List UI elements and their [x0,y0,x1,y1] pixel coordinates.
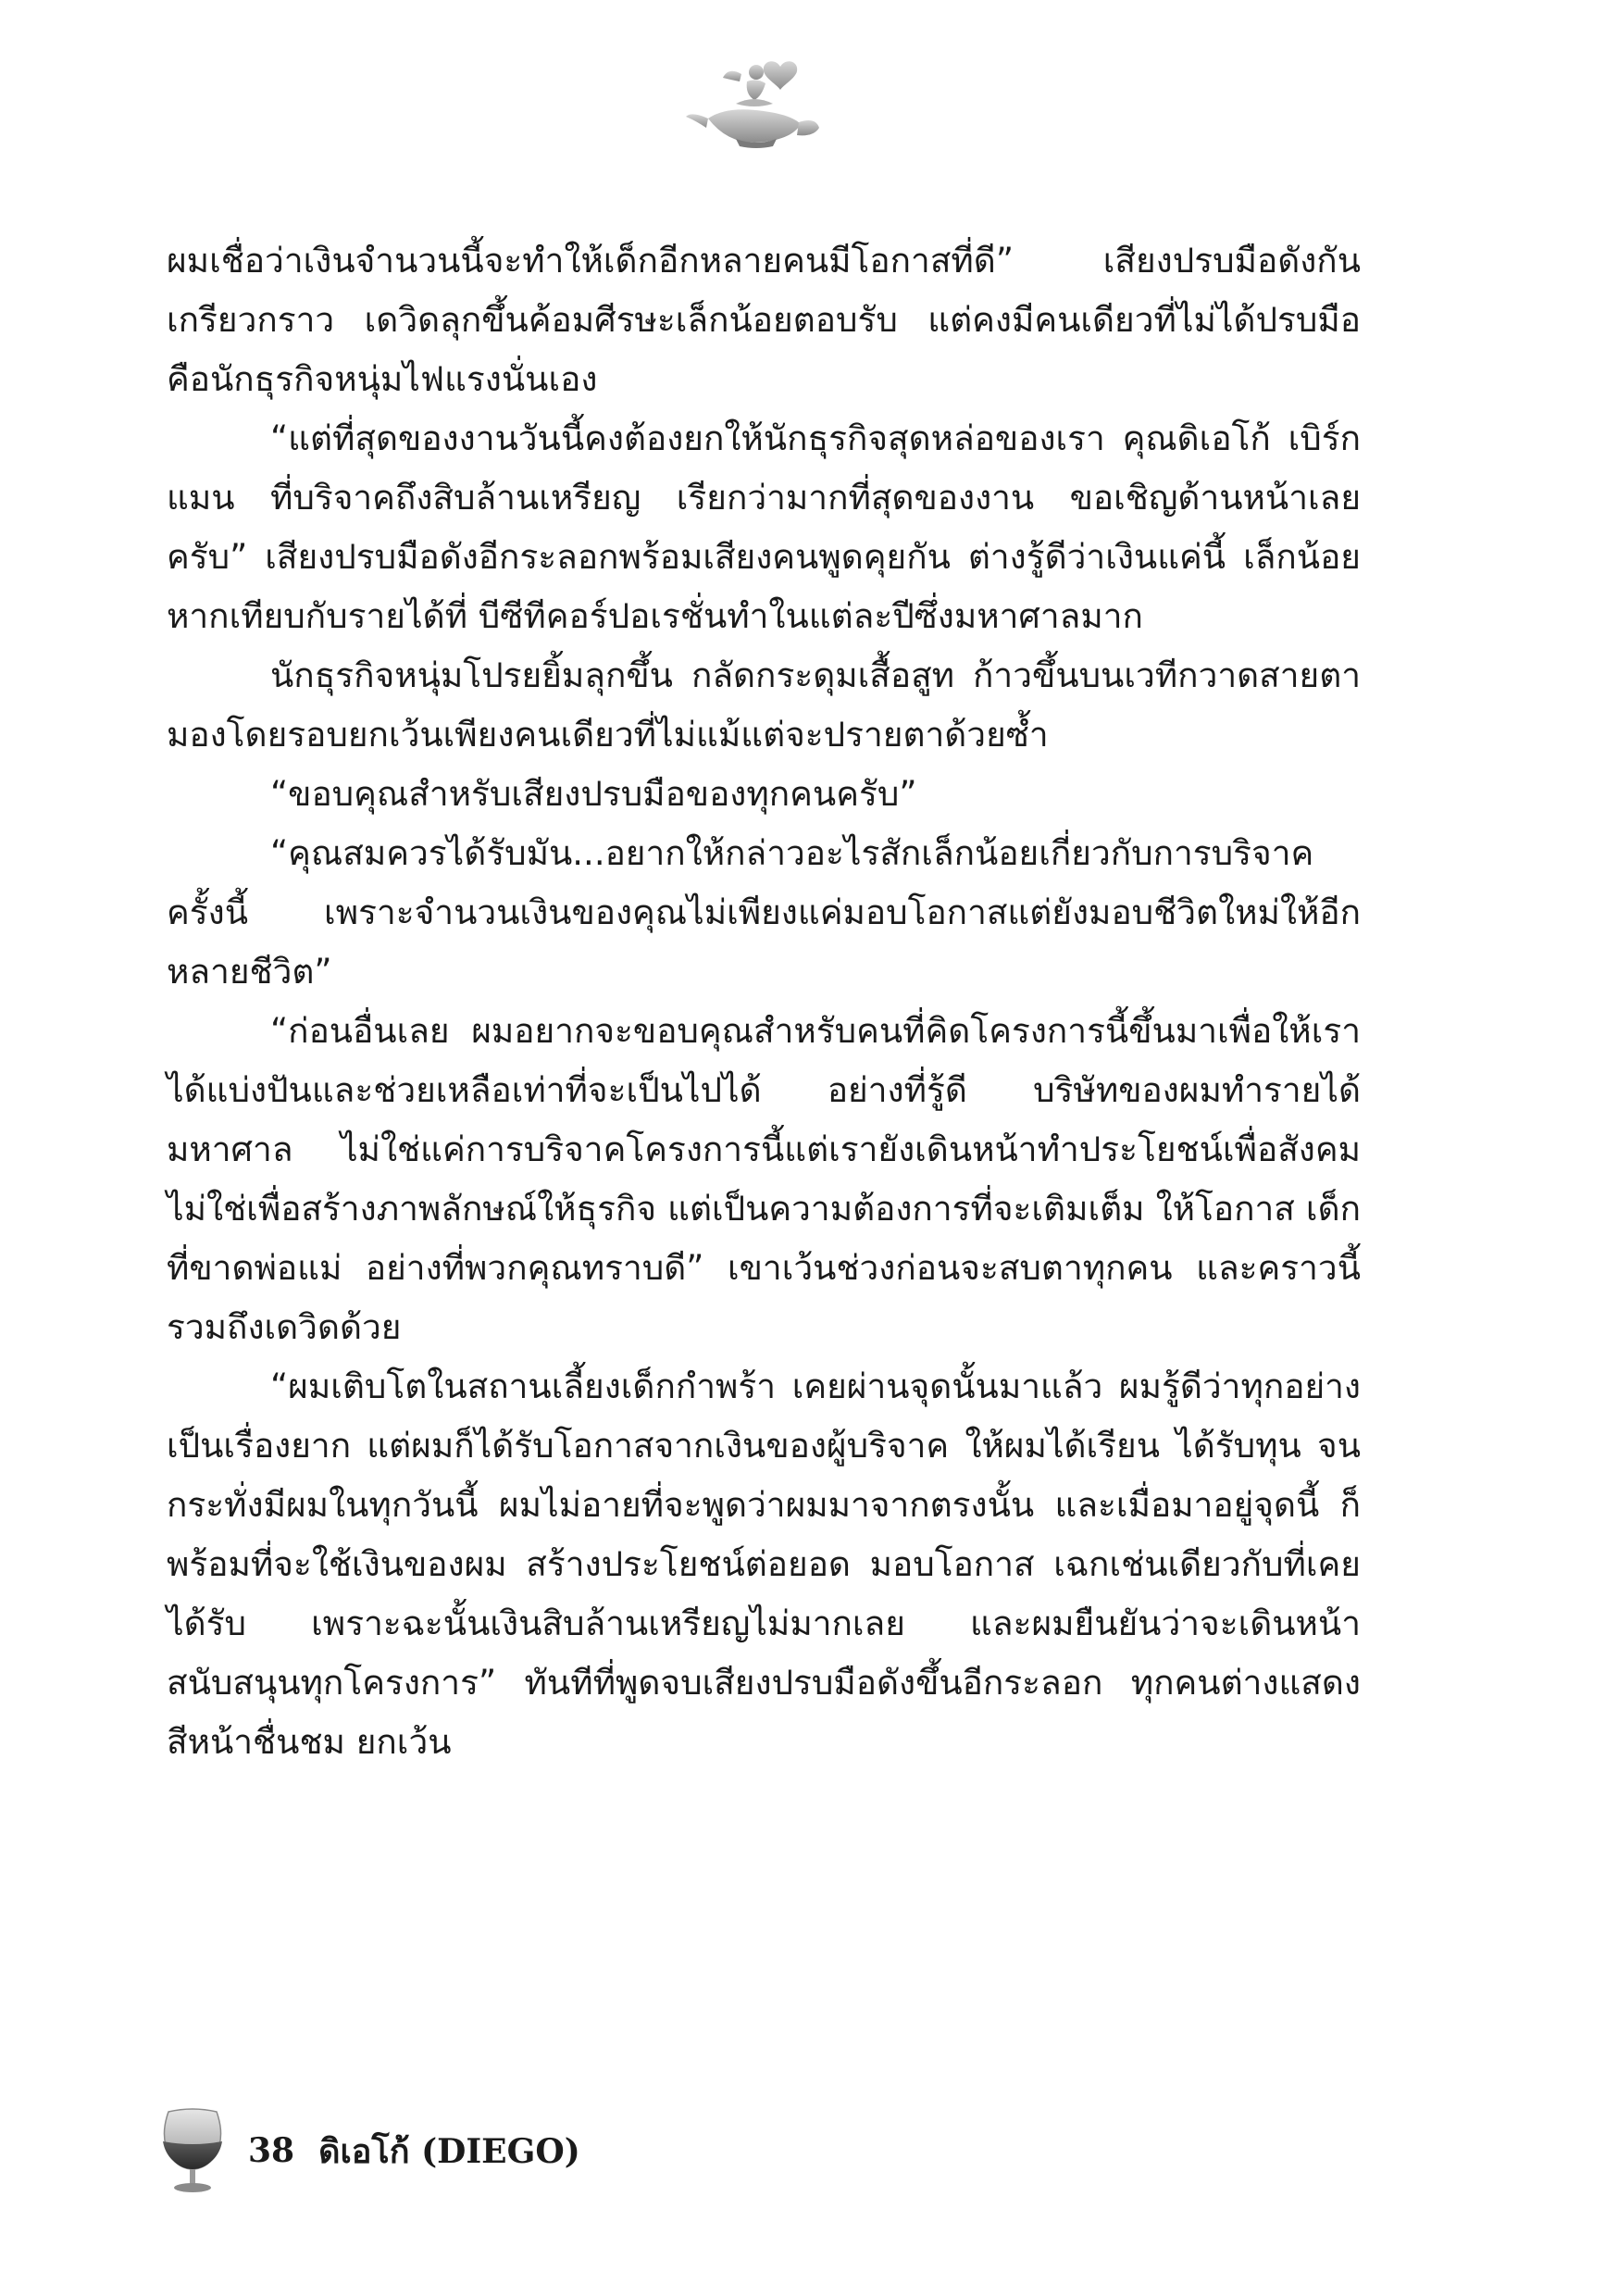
page-footer [156,2100,580,2202]
cupid-teapot-ornament-icon [680,46,828,157]
brandy-glass-icon [156,2104,230,2197]
paragraph: “ผมเติบโตในสถานเลี้ยงเด็กกำพร้า เคยผ่านจุดนั้นมาแล้ว ผมรู้ดีว่าทุกอย่างเป็นเรื่องยาก แต่ผมก็ได้รับโอกาสจากเงินของผู้บริจาค ให้ผมได้เรียน ได้รับทุน จนกระทั่งมีผมในทุกวันนี้ ผมไม่อายที่จะพูดว่าผมมาจากตรงนั้น และเมื่อมาอยู่จุดนี้ ก็พร้อมที่จะใช้เงินของผม สร้างประโยชน์ต่อยอด มอบโอกาส เฉกเช่นเดียวกับที่เคยได้รับ เพราะฉะนั้นเงินสิบล้านเหรียญไม่มากเลย และผมยืนยันว่าจะเดินหน้าสนับสนุนทุกโครงการ” ทันทีที่พูดจบเสียงปรบมือดังขึ้นอีกระลอก ทุกคนต่างแสดงสีหน้าชื่นชม ยกเว้น [167,1366,1361,1762]
paragraph: “ขอบคุณสำหรับเสียงปรบมือของทุกคนครับ” [270,774,917,814]
paragraph: “ก่อนอื่นเลย ผมอยากจะขอบคุณสำหรับคนที่คิดโครงการนี้ขึ้นมาเพื่อให้เราได้แบ่งปันและช่วยเหลือเท่าที่จะเป็นไปได้ อย่างที่รู้ดี บริษัทของผมทำรายได้มหาศาล ไม่ใช่แค่การบริจาคโครงการนี้แต่เรายังเดินหน้าทำประโยชน์เพื่อสังคม ไม่ใช่เพื่อสร้างภาพลักษณ์ให้ธุรกิจ แต่เป็นความต้องการที่จะเติมเต็ม ให้โอกาส เด็กที่ขาดพ่อแม่ อย่างที่พวกคุณทราบดี” เขาเว้นช่วงก่อนจะสบตาทุกคน และคราวนี้รวมถึงเดวิดด้วย [167,1011,1361,1347]
page-number: 38 [248,2131,295,2170]
paragraph: “คุณสมควรได้รับมัน...อยากให้กล่าวอะไรสักเล็กน้อยเกี่ยวกับการบริจาคครั้งนี้ เพราะจำนวนเงินของคุณไม่เพียงแค่มอบโอกาสแต่ยังมอบชีวิตใหม่ให้อีกหลายชีวิต” [167,833,1361,992]
body-text [167,231,1361,1772]
book-title: ดิเอโก้ (DIEGO) [318,2131,580,2171]
paragraph: “แต่ที่สุดของงานวันนี้คงต้องยกให้นักธุรกิจสุดหล่อของเรา คุณดิเอโก้ เบิร์กแมน ที่บริจาคถึงสิบล้านเหรียญ เรียกว่ามากที่สุดของงาน ขอเชิญด้านหน้าเลยครับ” เสียงปรบมือดังอีกระลอกพร้อมเสียงคนพูดคุยกัน ต่างรู้ดีว่าเงินแค่นี้ เล็กน้อยหากเทียบกับรายได้ที่ บีซีทีคอร์ปอเรชั่นทำในแต่ละปีซึ่งมหาศาลมาก [167,418,1361,636]
paragraph: นักธุรกิจหนุ่มโปรยยิ้มลุกขึ้น กลัดกระดุมเสื้อสูท ก้าวขึ้นบนเวทีกวาดสายตามองโดยรอบยกเว้นเพียงคนเดียวที่ไม่แม้แต่จะปรายตาด้วยซ้ำ [167,655,1361,755]
paragraph: ผมเชื่อว่าเงินจำนวนนี้จะทำให้เด็กอีกหลายคนมีโอกาสที่ดี” เสียงปรบมือดังกันเกรียวกราว เดวิดลุกขึ้นค้อมศีรษะเล็กน้อยตอบรับ แต่คงมีคนเดียวที่ไม่ได้ปรบมือคือนักธุรกิจหนุ่มไฟแรงนั่นเอง [167,241,1361,399]
